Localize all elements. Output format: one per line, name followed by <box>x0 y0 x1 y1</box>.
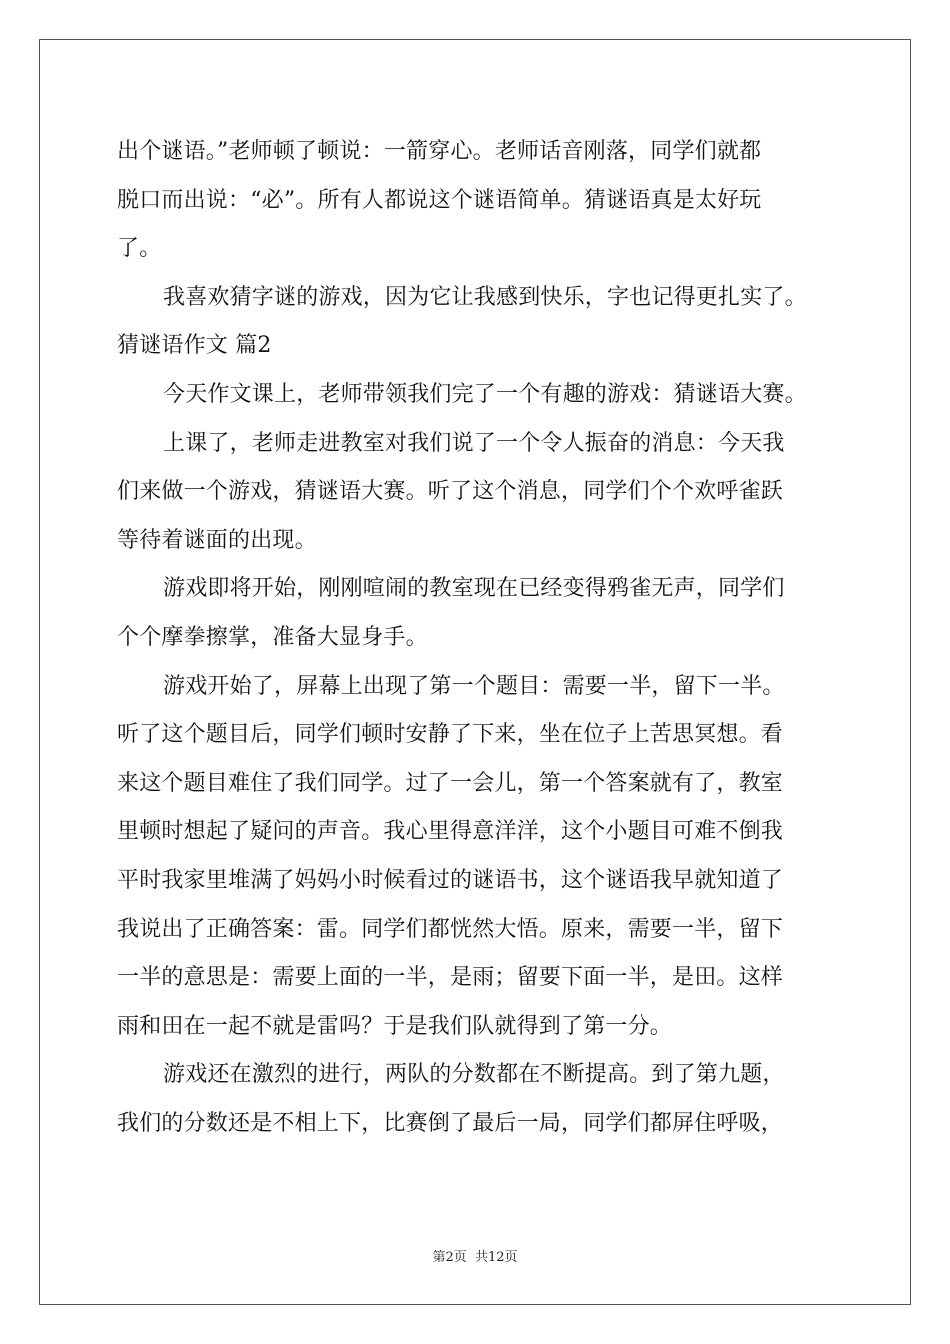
text-line: 等待着谜面的出现。 <box>117 527 317 553</box>
page-footer <box>0 1246 950 1265</box>
text-line: 上课了，老师走进教室对我们说了一个令人振奋的消息：今天我 <box>163 430 785 456</box>
text-line: 雨和田在一起不就是雷吗？于是我们队就得到了第一分。 <box>117 1013 673 1039</box>
text-line: 我说出了正确答案：雷。同学们都恍然大悟。原来，需要一半，留下 <box>117 916 784 942</box>
text-line: 我们的分数还是不相上下，比赛倒了最后一局，同学们都屏住呼吸， <box>117 1110 784 1136</box>
text-line: 游戏开始了，屏幕上出现了第一个题目：需要一半，留下一半。 <box>163 673 785 699</box>
text-line: 个个摩拳擦掌，准备大显身手。 <box>117 624 428 650</box>
text-line: 脱口而出说：“必”。所有人都说这个谜语简单。猜谜语真是太好玩 <box>117 187 762 213</box>
text-line: 们来做一个游戏，猜谜语大赛。听了这个消息，同学们个个欢呼雀跃 <box>117 479 784 505</box>
page-number-current: 第2页 <box>432 1250 467 1265</box>
text-line: 一半的意思是：需要上面的一半，是雨；留要下面一半，是田。这样 <box>117 965 784 991</box>
text-line: 猜谜语作文 篇2 <box>117 333 272 359</box>
text-line: 游戏还在激烈的进行，两队的分数都在不断提高。到了第九题， <box>163 1062 785 1088</box>
text-line: 来这个题目难住了我们同学。过了一会儿，第一个答案就有了，教室 <box>117 770 784 796</box>
text-line: 我喜欢猜字谜的游戏，因为它让我感到快乐，字也记得更扎实了。 <box>163 284 807 310</box>
text-line: 游戏即将开始，刚刚喧闹的教室现在已经变得鸦雀无声，同学们 <box>163 576 785 602</box>
text-line: 听了这个题目后，同学们顿时安静了下来，坐在位子上苦思冥想。看 <box>117 722 784 748</box>
text-line: 今天作文课上，老师带领我们完了一个有趣的游戏：猜谜语大赛。 <box>163 381 807 407</box>
text-line: 平时我家里堆满了妈妈小时候看过的谜语书，这个谜语我早就知道了 <box>117 867 784 893</box>
text-line: 里顿时想起了疑问的声音。我心里得意洋洋，这个小题目可难不倒我 <box>117 819 784 845</box>
text-line: 了。 <box>117 236 162 262</box>
page-number-total: 共12页 <box>474 1250 518 1265</box>
text-line: 出个谜语。”老师顿了顿说：一箭穿心。老师话音刚落，同学们就都 <box>117 139 762 164</box>
document-body <box>117 128 845 1148</box>
